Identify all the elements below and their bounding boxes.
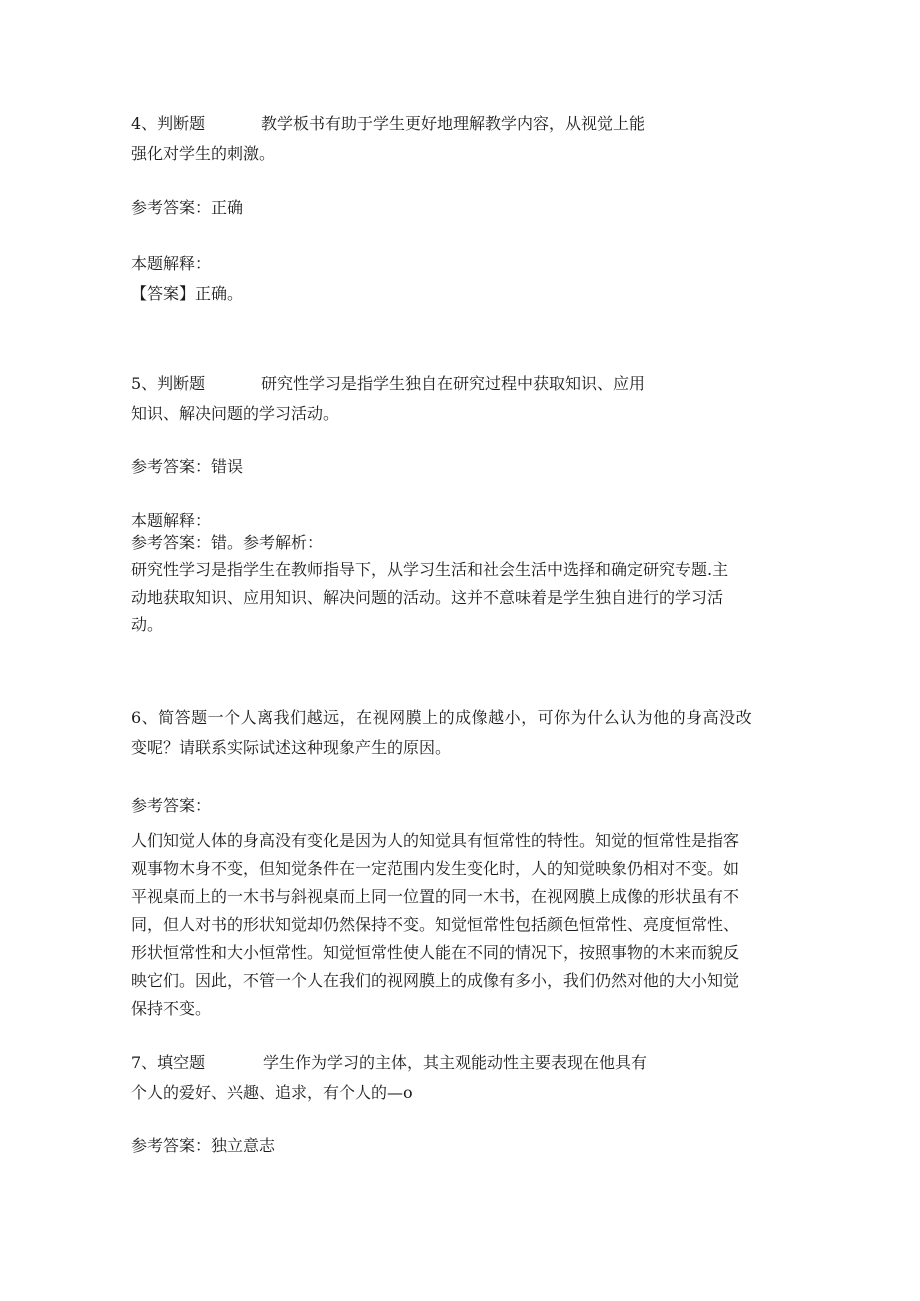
question-7-answer: 参考答案：独立意志 bbox=[131, 1136, 276, 1155]
question-5-number-type: 5、判断题 bbox=[131, 374, 206, 393]
question-7-stem-line2: 个人的爱好、兴趣、追求，有个人的—o bbox=[131, 1083, 413, 1102]
question-4-header bbox=[131, 113, 646, 135]
question-4-number-type: 4、判断题 bbox=[131, 114, 206, 133]
question-7-number-type: 7、填空题 bbox=[131, 1053, 206, 1072]
question-7-header bbox=[131, 1052, 648, 1074]
question-4-explain-label: 本题解释： bbox=[131, 254, 212, 273]
question-6-explain-line: 平视桌而上的一木书与斜视桌而上同一位置的同一木书，在视网膜上成像的形状虽有不 bbox=[131, 887, 740, 906]
question-6-answer: 参考答案： bbox=[131, 796, 212, 815]
question-5-explain-line: 参考答案：错。参考解析： bbox=[131, 533, 324, 552]
question-6-explain-line: 映它们。因此，不管一个人在我们的视网膜上的成像有多小，我们仍然对他的大小知觉 bbox=[131, 971, 740, 990]
question-4-explain-line: 【答案】正确。 bbox=[131, 284, 244, 303]
question-4-stem-line2: 强化对学生的刺激。 bbox=[131, 144, 276, 163]
question-5-explain-line: 动地获取知识、应用知识、解决问题的活动。这并不意味着是学生独自进行的学习活 bbox=[131, 588, 724, 607]
question-5-stem-line2: 知识、解决问题的学习活动。 bbox=[131, 404, 340, 423]
question-5-explain-label: 本题解释： bbox=[131, 511, 212, 530]
question-5-header bbox=[131, 373, 646, 395]
question-6-stem-line1: 6、简答题一个人离我们越远，在视网膜上的成像越小，可你为什么认为他的身高没改 bbox=[131, 708, 753, 727]
question-6-explain-line: 同，但人对书的形状知觉却仍然保持不变。知觉恒常性包括颜色恒常性、亮度恒常性、 bbox=[131, 915, 740, 934]
question-5-explain-line: 研究性学习是指学生在教师指导下，从学习生活和社会生活中选择和确定研究专题.主 bbox=[131, 560, 729, 579]
question-5-explain-line: 动。 bbox=[131, 615, 164, 634]
question-6-stem-line2: 变呢？请联系实际试述这种现象产生的原因。 bbox=[131, 738, 452, 757]
question-5-answer: 参考答案：错误 bbox=[131, 457, 244, 476]
question-4-stem-line1: 教学板书有助于学生更好地理解教学内容，从视觉上能 bbox=[261, 114, 646, 133]
question-7-stem-line1: 学生作为学习的主体，其主观能动性主要表现在他具有 bbox=[263, 1053, 648, 1072]
question-4-answer: 参考答案：正确 bbox=[131, 198, 244, 217]
question-5-stem-line1: 研究性学习是指学生独自在研究过程中获取知识、应用 bbox=[261, 374, 646, 393]
question-6-explain-line: 人们知觉人体的身高没有变化是因为人的知觉具有恒常性的特性。知觉的恒常性是指客 bbox=[131, 831, 740, 850]
question-6-explain-line: 形状恒常性和大小恒常性。知觉恒常性使人能在不同的情况下，按照事物的木来而貌反 bbox=[131, 943, 740, 962]
question-6-explain-line: 观事物木身不变，但知觉条件在一定范围内发生变化时，人的知觉映象仍相对不变。如 bbox=[131, 859, 740, 878]
question-6-explain-line: 保持不变。 bbox=[131, 999, 212, 1018]
